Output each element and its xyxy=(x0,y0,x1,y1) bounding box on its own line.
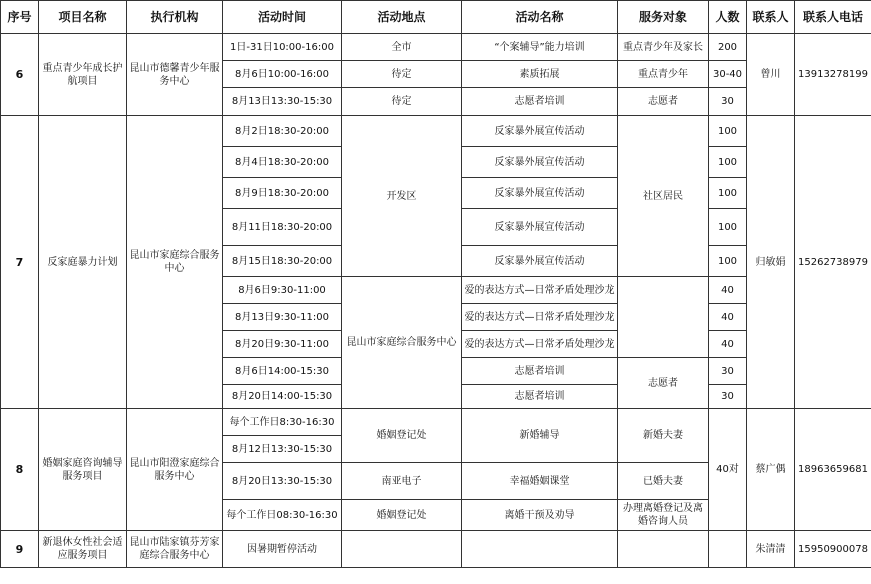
activity-name: 素质拓展 xyxy=(462,61,618,88)
activity-time: 8月6日10:00-16:00 xyxy=(223,61,342,88)
activity-place: 昆山市家庭综合服务中心 xyxy=(342,277,462,409)
activity-count: 100 xyxy=(709,178,747,209)
header-place: 活动地点 xyxy=(342,1,462,34)
activity-time: 每个工作日08:30-16:30 xyxy=(223,500,342,531)
project-6-phone: 13913278199 xyxy=(795,34,871,116)
activity-count: 30-40 xyxy=(709,61,747,88)
activity-time: 8月20日9:30-11:00 xyxy=(223,331,342,358)
activity-time: 8月4日18:30-20:00 xyxy=(223,147,342,178)
activity-name: 爱的表达方式—日常矛盾处理沙龙 xyxy=(462,331,618,358)
activity-count: 40 xyxy=(709,304,747,331)
activity-time: 1日-31日10:00-16:00 xyxy=(223,34,342,61)
header-time: 活动时间 xyxy=(223,1,342,34)
activity-target-empty xyxy=(618,277,709,358)
activity-time: 8月20日13:30-15:30 xyxy=(223,463,342,500)
activity-count: 200 xyxy=(709,34,747,61)
table-row xyxy=(1,409,871,436)
activity-target-empty xyxy=(618,531,709,568)
project-7-name: 反家庭暴力计划 xyxy=(39,116,127,409)
project-7-org: 昆山市家庭综合服务中心 xyxy=(127,116,223,409)
activity-name: 反家暴外展宣传活动 xyxy=(462,209,618,246)
header-activity: 活动名称 xyxy=(462,1,618,34)
project-9-contact: 朱清清 xyxy=(747,531,795,568)
activity-place: 婚姻登记处 xyxy=(342,500,462,531)
activity-place: 待定 xyxy=(342,61,462,88)
activity-name: 新婚辅导 xyxy=(462,409,618,463)
activity-count: 30 xyxy=(709,358,747,385)
activity-place: 婚姻登记处 xyxy=(342,409,462,463)
activity-target: 志愿者 xyxy=(618,88,709,116)
header-contact: 联系人 xyxy=(747,1,795,34)
activity-time: 8月13日9:30-11:00 xyxy=(223,304,342,331)
project-8-phone: 18963659681 xyxy=(795,409,871,531)
activity-name: 反家暴外展宣传活动 xyxy=(462,246,618,277)
project-7-phone: 15262738979 xyxy=(795,116,871,409)
activity-count: 100 xyxy=(709,209,747,246)
activity-name: 志愿者培训 xyxy=(462,88,618,116)
activity-place: 待定 xyxy=(342,88,462,116)
project-8-org: 昆山市阳澄家庭综合服务中心 xyxy=(127,409,223,531)
activity-name: 志愿者培训 xyxy=(462,358,618,385)
header-count: 人数 xyxy=(709,1,747,34)
project-8-no: 8 xyxy=(1,409,39,531)
activity-target: 重点青少年及家长 xyxy=(618,34,709,61)
project-6-org: 昆山市德馨青少年服务中心 xyxy=(127,34,223,116)
activity-count: 40 xyxy=(709,331,747,358)
activity-time: 8月20日14:00-15:30 xyxy=(223,385,342,409)
project-6-name: 重点青少年成长护航项目 xyxy=(39,34,127,116)
header-phone: 联系人电话 xyxy=(795,1,871,34)
activity-place-empty xyxy=(342,531,462,568)
activity-count: 30 xyxy=(709,385,747,409)
activity-name: 志愿者培训 xyxy=(462,385,618,409)
activity-place: 南亚电子 xyxy=(342,463,462,500)
activity-time: 8月15日18:30-20:00 xyxy=(223,246,342,277)
activity-target: 重点青少年 xyxy=(618,61,709,88)
activity-time: 8月13日13:30-15:30 xyxy=(223,88,342,116)
activity-name-empty xyxy=(462,531,618,568)
activity-count: 30 xyxy=(709,88,747,116)
header-org: 执行机构 xyxy=(127,1,223,34)
project-6-contact: 曾川 xyxy=(747,34,795,116)
project-9-no: 9 xyxy=(1,531,39,568)
project-7-no: 7 xyxy=(1,116,39,409)
activity-name: 离婚干预及劝导 xyxy=(462,500,618,531)
activity-name: 反家暴外展宣传活动 xyxy=(462,116,618,147)
table-row xyxy=(1,34,871,61)
activity-target: 志愿者 xyxy=(618,358,709,409)
activity-name: 幸福婚姻课堂 xyxy=(462,463,618,500)
project-7-contact: 归敏娟 xyxy=(747,116,795,409)
header-target: 服务对象 xyxy=(618,1,709,34)
project-8-name: 婚姻家庭咨询辅导服务项目 xyxy=(39,409,127,531)
activity-count: 40对 xyxy=(709,409,747,531)
project-9-org: 昆山市陆家镇芬芳家庭综合服务中心 xyxy=(127,531,223,568)
header-no: 序号 xyxy=(1,1,39,34)
activity-time: 8月6日14:00-15:30 xyxy=(223,358,342,385)
activity-count: 40 xyxy=(709,277,747,304)
activity-name: “个案辅导”能力培训 xyxy=(462,34,618,61)
activity-time: 8月9日18:30-20:00 xyxy=(223,178,342,209)
project-8-contact: 蔡广偶 xyxy=(747,409,795,531)
activity-time: 8月6日9:30-11:00 xyxy=(223,277,342,304)
project-6-no: 6 xyxy=(1,34,39,116)
activity-count: 100 xyxy=(709,116,747,147)
table-row xyxy=(1,531,871,568)
activity-time: 8月11日18:30-20:00 xyxy=(223,209,342,246)
table-row xyxy=(1,116,871,147)
project-9-name: 新退休女性社会适应服务项目 xyxy=(39,531,127,568)
activity-time: 8月2日18:30-20:00 xyxy=(223,116,342,147)
activity-target: 办理离婚登记及离婚咨询人员 xyxy=(618,500,709,531)
activity-name: 爱的表达方式—日常矛盾处理沙龙 xyxy=(462,277,618,304)
activity-name: 爱的表达方式—日常矛盾处理沙龙 xyxy=(462,304,618,331)
activity-time: 因暑期暂停活动 xyxy=(223,531,342,568)
activity-target: 已婚夫妻 xyxy=(618,463,709,500)
header-row xyxy=(1,1,871,34)
activity-count-empty xyxy=(709,531,747,568)
activity-place: 开发区 xyxy=(342,116,462,277)
activity-time: 每个工作日8:30-16:30 xyxy=(223,409,342,436)
activity-target: 新婚夫妻 xyxy=(618,409,709,463)
activity-count: 100 xyxy=(709,147,747,178)
activity-name: 反家暴外展宣传活动 xyxy=(462,147,618,178)
header-project: 项目名称 xyxy=(39,1,127,34)
activity-place: 全市 xyxy=(342,34,462,61)
activity-count: 100 xyxy=(709,246,747,277)
activity-target: 社区居民 xyxy=(618,116,709,277)
project-9-phone: 15950900078 xyxy=(795,531,871,568)
activity-time: 8月12日13:30-15:30 xyxy=(223,436,342,463)
activity-name: 反家暴外展宣传活动 xyxy=(462,178,618,209)
